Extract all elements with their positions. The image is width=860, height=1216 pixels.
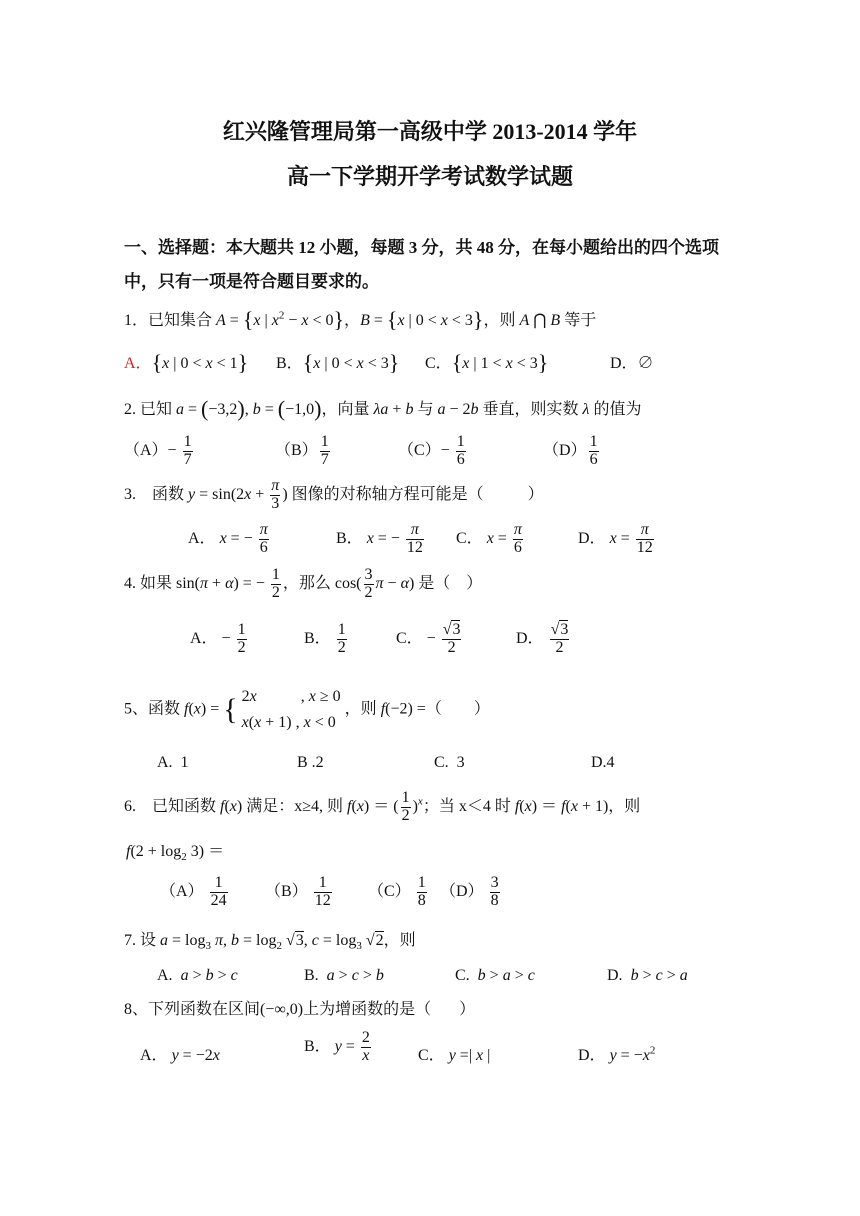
question-4-option-d: D． $\frac{√3}{2}$: [516, 621, 569, 656]
question-6-option-b: （B） $\frac{1}{12}$: [265, 874, 331, 909]
question-5-stem: 5、函数 f(x) = { 2x , x ≥ 0 x(x + 1) , x < 0 ，则 f(−2) =（ ）: [124, 688, 490, 731]
question-3-stem: 3. 函数 y = sin(2x + $\frac{\pi}{3}$ ) 图像的对称轴方程可能是（ ）: [124, 477, 544, 512]
question-6-option-c: （C） $\frac{1}{8}$: [368, 874, 426, 909]
question-4-option-a: A． − $\frac{1}{2}$: [190, 621, 246, 656]
question-5-option-a: A. 1: [157, 754, 189, 771]
question-7-option-a: A. a > b > c: [157, 967, 238, 984]
question-2-option-a: （A）− $\frac{1}{7}$: [124, 433, 192, 468]
question-6-option-d: （D） $\frac{3}{8}$: [440, 874, 499, 909]
question-7-option-d: D. b > c > a: [607, 967, 688, 984]
question-2-option-d: （D） $\frac{1}{6}$: [543, 433, 598, 468]
title-line-1: 红兴隆管理局第一高级中学 2013-2014 学年: [222, 119, 638, 144]
question-3-option-a: A． x = − $\frac{\pi}{6}$: [188, 521, 268, 556]
question-6-option-a: （A） $\frac{1}{24}$: [160, 874, 227, 909]
question-8-option-a: A． y = −2x: [140, 1047, 220, 1064]
title-line-2: 高一下学期开学考试数学试题: [286, 164, 573, 189]
question-1-stem: 1．已知集合 A = {x | $x^2 - x < 0$}，B = {x | 0 < x < 3}，则 A ⋂ B 等于: [124, 307, 597, 332]
section-heading-line-2: 中，只有一项是符合题目要求的。: [124, 272, 379, 291]
question-3-option-b: B． x = − $\frac{\pi}{12}$: [336, 521, 423, 556]
question-1-option-b: B．{x | 0 < x < 3}: [276, 350, 400, 375]
question-2-stem: 2. 已知 a = (−3,2), b = (−1,0)，向量 λa + b 与 a − 2b 垂直，则实数 λ 的值为: [124, 396, 642, 421]
question-3-option-c: C． x = $\frac{\pi}{6}$: [456, 521, 522, 556]
question-3-option-d: D． x = $\frac{\pi}{12}$: [578, 521, 653, 556]
question-5-option-d: D.4: [591, 754, 615, 771]
question-8-option-d: D． $y = -x^2$: [578, 1044, 656, 1064]
question-7-option-b: B. a > c > b: [304, 967, 384, 984]
question-4-option-c: C． − $\frac{√3}{2}$: [396, 621, 461, 656]
question-2-option-c: （C）− $\frac{1}{6}$: [398, 433, 465, 468]
question-4-stem: 4. 如果 sin(π + α) = − $\frac{1}{2}$ ，那么 cos( $\frac{3}{2}$ π − α) 是（ ）: [124, 566, 483, 601]
section-heading-line-1: 一、选择题：本大题共 12 小题，每题 3 分，共 48 分，在每小题给出的四个选项: [124, 238, 719, 257]
question-5-option-b: B .2: [297, 754, 324, 771]
question-7-stem: 7. 设 $a = \log_3 \pi$, $b = \log_2 √3$, $c = \log_3 √2$，则: [124, 932, 416, 953]
question-6-stem-line-2: $f(2 + \log_2 3)$ ＝: [126, 843, 225, 864]
question-2-option-b: （B） $\frac{1}{7}$: [275, 433, 329, 468]
question-1-option-a: A．{x | 0 < x < 1}: [124, 350, 249, 375]
question-1-option-d: D．∅: [610, 355, 654, 372]
question-8-stem: 8、下列函数在区间(−∞,0)上为增函数的是（ ）: [124, 1001, 476, 1018]
question-8-option-b: B． y = $\frac{2}{x}$: [304, 1029, 370, 1064]
question-8-option-c: C． y =| x |: [418, 1047, 491, 1064]
question-7-option-c: C. b > a > c: [455, 967, 535, 984]
question-6-stem-line-1: 6. 已知函数 f(x) 满足：x≥4, 则 f(x) ＝ ( $\frac{1}{2}$ )$^x$；当 x＜4 时 f(x) ＝ f(x + 1)，则: [124, 789, 641, 824]
question-4-option-b: B． $\frac{1}{2}$: [304, 621, 346, 656]
question-1-option-c: C．{x | 1 < x < 3}: [425, 350, 549, 375]
question-5-option-c: C. 3: [434, 754, 465, 771]
